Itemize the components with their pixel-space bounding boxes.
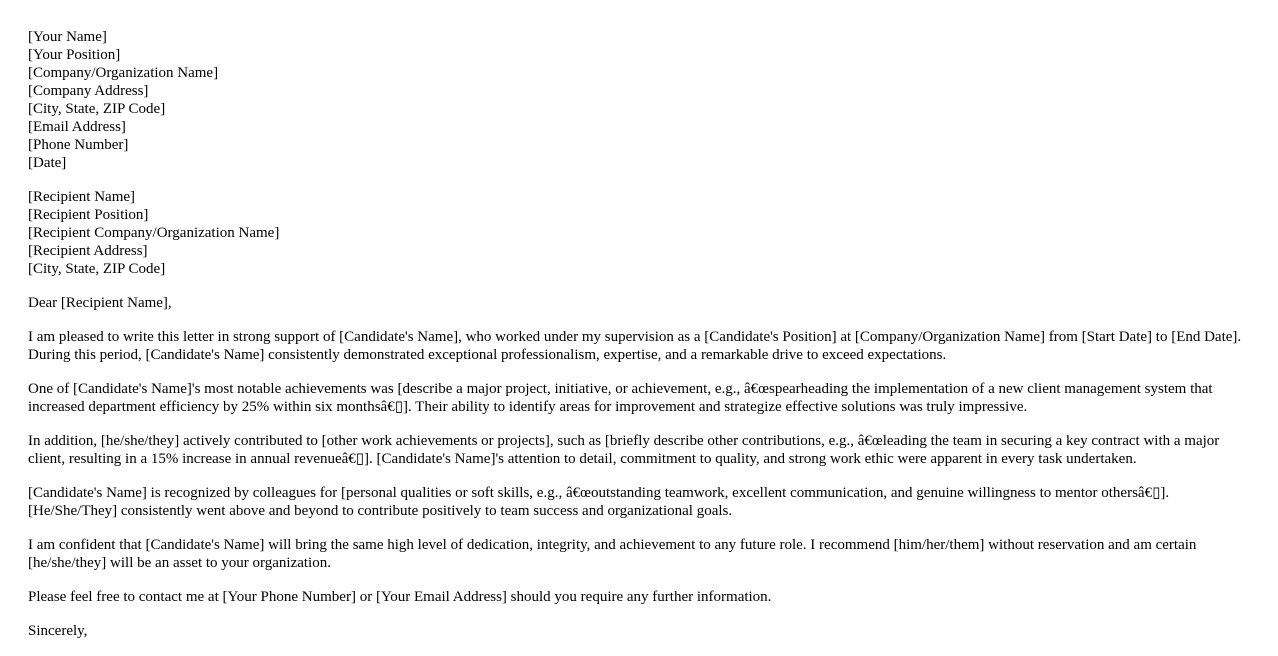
sender-phone: [Phone Number] [28,137,129,153]
body-paragraph-contributions: In addition, [he/she/they] actively contributed to [other work achievements or projects], such as [briefly describe other contributions, e.g., â€œleading the team in securing a key contract with a major client, resulting in a 15% increase in annual revenueâ€▯]. [Candidate's Name]'s attention to detail, commitment to quality, and strong work ethic were apparent in every task undertaken. [28,433,1220,467]
recipient-organization: [Recipient Company/Organization Name] [28,225,280,241]
letter-document [28,28,1253,656]
recipient-position: [Recipient Position] [28,207,149,223]
sender-organization: [Company/Organization Name] [28,65,219,81]
recipient-name: [Recipient Name] [28,189,136,205]
body-paragraph-recommendation: I am confident that [Candidate's Name] will bring the same high level of dedication, integrity, and achievement to any future role. I recommend [him/her/them] without reservation and am certain [he/she/they] will be an asset to your organization. [28,537,1197,571]
recipient-city-state-zip: [City, State, ZIP Code] [28,261,166,277]
closing: Sincerely, [28,623,88,639]
recipient-address: [Recipient Address] [28,243,148,259]
sender-address-block [28,28,1253,172]
body-paragraph-intro: I am pleased to write this letter in strong support of [Candidate's Name], who worked under my supervision as a [Candidate's Position] at [Company/Organization Name] from [Start Date] to [End Date]. During this period, [Candidate's Name] consistently demonstrated exceptional professionalism, expertise, and a remarkable drive to exceed expectations. [28,329,1242,363]
body-paragraph-achievement: One of [Candidate's Name]'s most notable achievements was [describe a major project, initiative, or achievement, e.g., â€œspearheading the implementation of a new client management system that increased department efficiency by 25% within six monthsâ€▯]. Their ability to identify areas for improvement and strategize effective solutions was truly impressive. [28,381,1213,415]
recipient-address-block [28,188,1253,278]
sender-position: [Your Position] [28,47,121,63]
sender-email: [Email Address] [28,119,126,135]
body-paragraph-contact: Please feel free to contact me at [Your Phone Number] or [Your Email Address] should you require any further information. [28,589,772,605]
salutation: Dear [Recipient Name], [28,295,172,311]
sender-city-state-zip: [City, State, ZIP Code] [28,101,166,117]
letter-date: [Date] [28,155,67,171]
body-paragraph-qualities: [Candidate's Name] is recognized by colleagues for [personal qualities or soft skills, e.g., â€œoutstanding teamwork, excellent communication, and genuine willingness to mentor othersâ€▯]. [He/She/They] consistently went above and beyond to contribute positively to team success and organizational goals. [28,485,1170,519]
sender-name: [Your Name] [28,29,107,45]
sender-address: [Company Address] [28,83,149,99]
